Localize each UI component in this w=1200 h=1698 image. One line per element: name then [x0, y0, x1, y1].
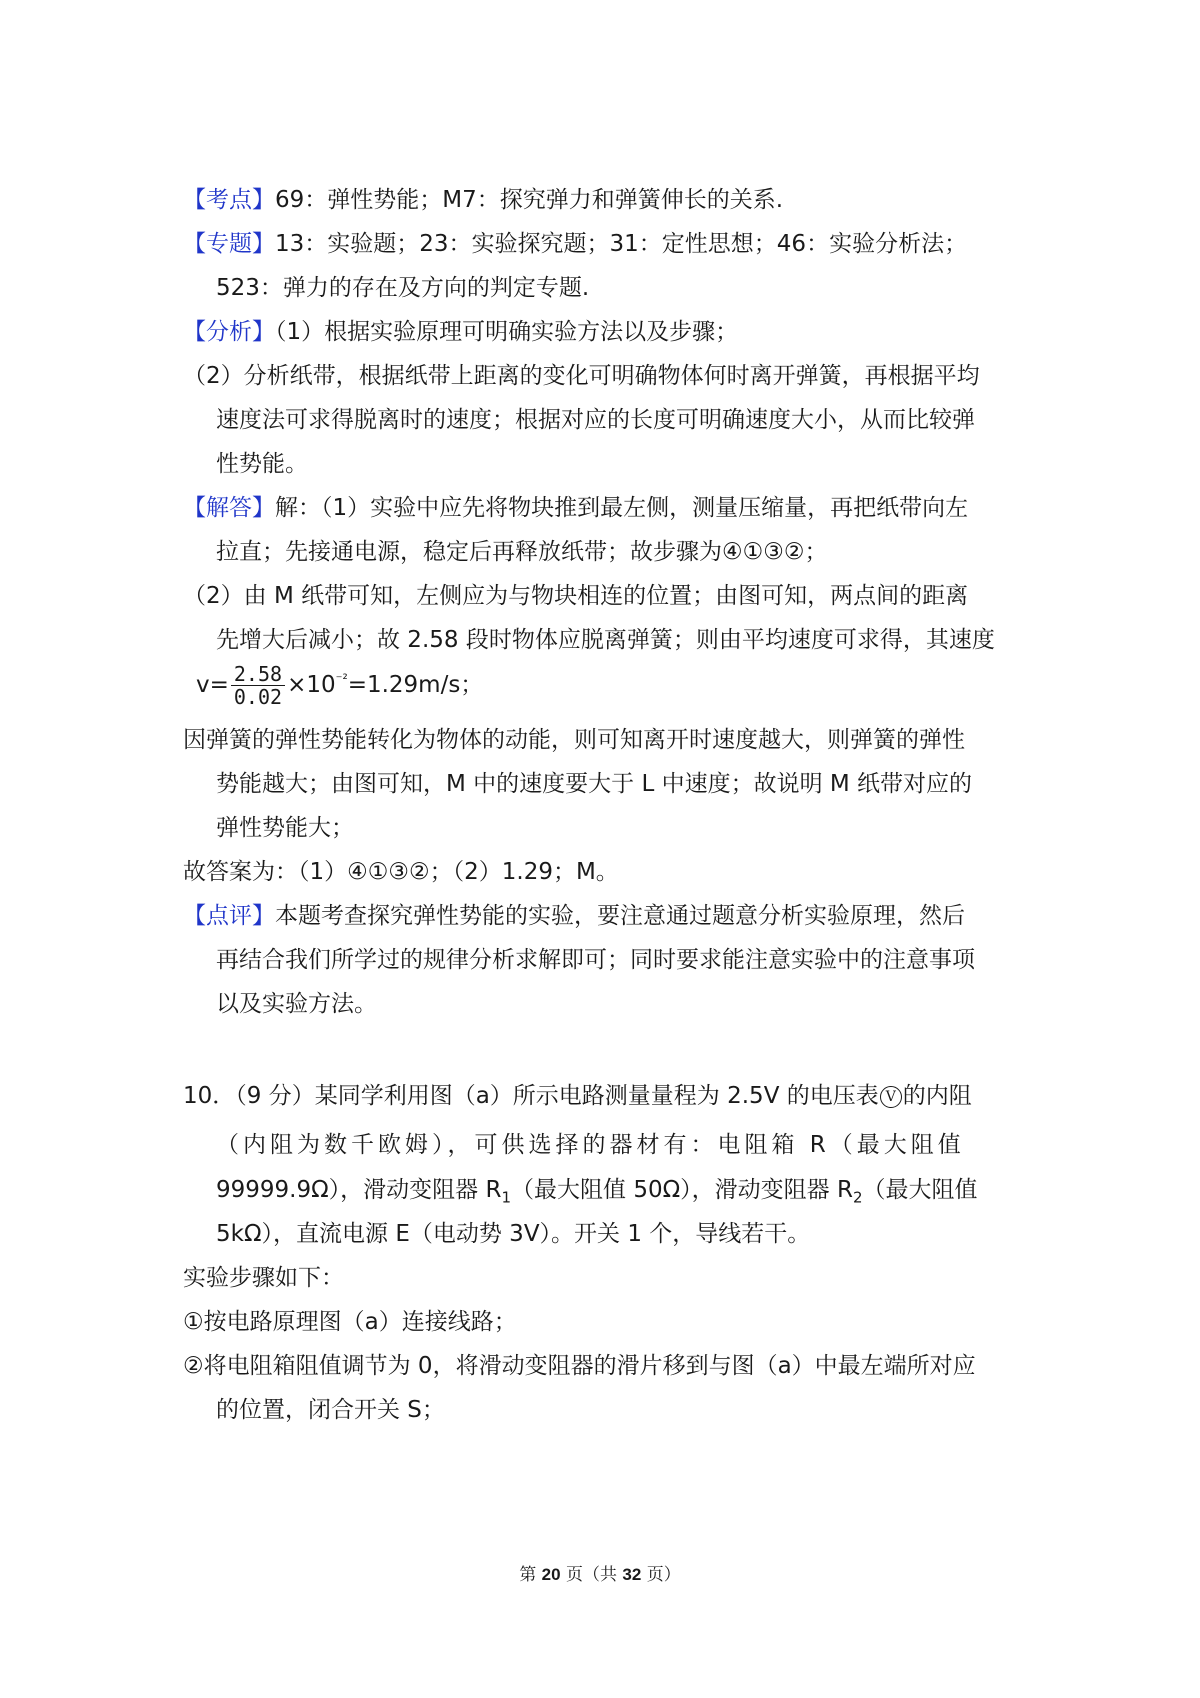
dianping-line — [183, 899, 1043, 933]
question10-line-8: 的位置，闭合开关 S； — [216, 1397, 445, 1423]
r1-subscript: 1 — [501, 1188, 512, 1207]
jieda-line — [183, 491, 1043, 525]
question10-line-7: ②将电阻箱阻值调节为 0，将滑动变阻器的滑片移到与图（a）中最左端所对应 — [183, 1353, 976, 1379]
jieda-line-4: 先增大后减小；故 2.58 段时物体应脱离弹簧；则由平均速度可求得，其速度 — [216, 627, 995, 653]
dianping-tag: 【点评】 — [183, 903, 275, 929]
question10-line-3 — [216, 1173, 1076, 1215]
question10-line-5: 实验步骤如下： — [183, 1265, 344, 1291]
jieda-tag: 【解答】 — [183, 495, 275, 521]
zhuanti-tag: 【专题】 — [183, 231, 275, 257]
formula-prefix: v= — [196, 672, 229, 698]
answer-line: 故答案为：（1）④①③②；（2）1.29；M。 — [183, 859, 619, 885]
fenxi-para2-line2: 速度法可求得脱离时的速度；根据对应的长度可明确速度大小，从而比较弹 — [216, 407, 975, 433]
formula-times: ×10 — [287, 672, 336, 698]
fenxi-line — [183, 315, 1043, 349]
question10-line-1 — [183, 1079, 1043, 1113]
dianping-text: 本题考查探究弹性势能的实验，要注意通过题意分析实验原理，然后 — [275, 903, 965, 929]
dianping-line-3: 以及实验方法。 — [216, 991, 377, 1017]
zhuanti-text: 13：实验题；23：实验探究题；31：定性思想；46：实验分析法； — [275, 231, 968, 257]
fenxi-tag: 【分析】 — [183, 319, 275, 345]
jieda-text: 解：（1）实验中应先将物块推到最左侧，测量压缩量，再把纸带向左 — [275, 495, 969, 521]
jieda-line-2: 拉直；先接通电源，稳定后再释放纸带；故步骤为④①③②； — [216, 539, 828, 565]
footer-total-pages: 32 — [622, 1565, 642, 1584]
q10-l3-c: （最大阻值 — [862, 1177, 978, 1203]
q10-l3-a: 99999.9Ω），滑动变阻器 R — [216, 1177, 502, 1203]
jieda-line-7: 势能越大；由图可知，M 中的速度要大于 L 中速度；故说明 M 纸带对应的 — [216, 771, 973, 797]
question10-text-b: 的内阻 — [902, 1083, 972, 1109]
jieda-line-3: （2）由 M 纸带可知，左侧应为与物块相连的位置；由图可知，两点间的距离 — [183, 583, 969, 609]
zhuanti-line-2: 523：弹力的存在及方向的判定专题. — [216, 275, 590, 301]
footer-mid: 页（共 — [566, 1565, 617, 1585]
formula-numerator: 2.58 — [231, 663, 285, 686]
zhuanti-line — [183, 227, 1043, 261]
fenxi-para2-line1: （2）分析纸带，根据纸带上距离的变化可明确物体何时离开弹簧，再根据平均 — [183, 363, 980, 389]
question10-text-a: 10．（9 分）某同学利用图（a）所示电路测量量程为 2.5V 的电压表 — [183, 1083, 879, 1109]
kaodian-text: 69：弹性势能；M7：探究弹力和弹簧伸长的关系. — [275, 187, 784, 213]
jieda-line-6: 因弹簧的弹性势能转化为物体的动能，则可知离开时速度越大，则弹簧的弹性 — [183, 727, 965, 753]
formula-denominator: 0.02 — [233, 685, 283, 709]
voltmeter-icon: V — [880, 1086, 902, 1108]
question10-line-4: 5kΩ），直流电源 E（电动势 3V）。开关 1 个，导线若干。 — [216, 1221, 811, 1247]
question10-line-2: （内阻为数千欧姆），可供选择的器材有：电阻箱 R（最大阻值 — [216, 1132, 965, 1158]
formula-fraction — [231, 663, 285, 708]
formula-suffix: =1.29m/s； — [347, 672, 484, 698]
kaodian-line — [183, 183, 1043, 217]
velocity-formula — [196, 663, 1056, 708]
question10-line-6: ①按电路原理图（a）连接线路； — [183, 1309, 517, 1335]
kaodian-tag: 【考点】 — [183, 187, 275, 213]
footer-pre: 第 — [519, 1565, 537, 1585]
q10-l3-b: （最大阻值 50Ω），滑动变阻器 R — [511, 1177, 853, 1203]
jieda-line-8: 弹性势能大； — [216, 815, 354, 841]
r2-subscript: 2 — [852, 1188, 863, 1207]
footer-page-number: 20 — [541, 1565, 561, 1584]
footer-post: 页） — [646, 1565, 681, 1585]
fenxi-text: （1）根据实验原理可明确实验方法以及步骤； — [275, 319, 739, 345]
fenxi-para2-line3: 性势能。 — [216, 451, 308, 477]
formula-exponent: ⁻² — [335, 672, 348, 688]
dianping-line-2: 再结合我们所学过的规律分析求解即可；同时要求能注意实验中的注意事项 — [216, 947, 975, 973]
page-footer — [0, 1560, 1200, 1585]
